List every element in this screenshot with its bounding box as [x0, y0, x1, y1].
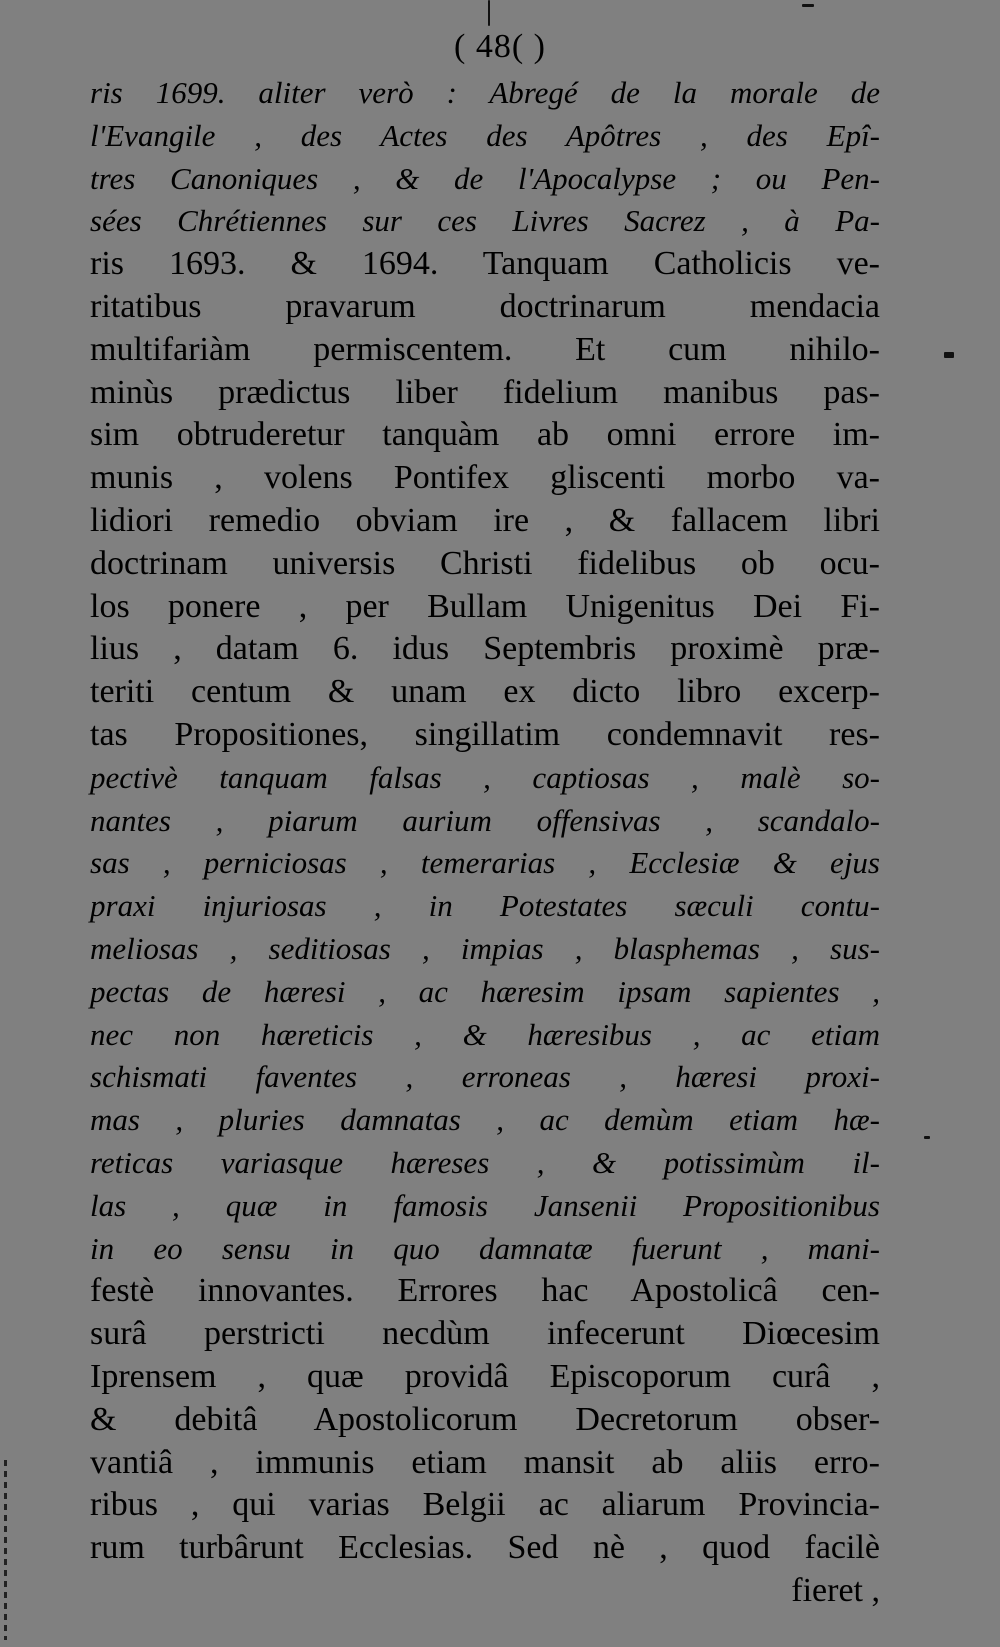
text-line: nantes , piarum aurium offensivas , scandalo-: [90, 802, 880, 838]
text-line: tres Canoniques , & de l'Apocalypse ; ou Pen-: [90, 160, 880, 196]
scan-edge-mark: [4, 1460, 7, 1640]
text-line: teriti centum & unam ex dicto libro excerp-: [90, 673, 880, 711]
text-line: ris 1693. & 1694. Tanquam Catholicis ve-: [90, 245, 880, 283]
text-line: sim obtruderetur tanquàm ab omni errore im-: [90, 416, 880, 454]
text-line: in eo sensu in quo damnatæ fuerunt , mani-: [90, 1230, 880, 1266]
text-line: pectivè tanquam falsas , captiosas , malè so-: [90, 759, 880, 795]
text-line: doctrinam universis Christi fidelibus ob ocu-: [90, 544, 880, 582]
text-line: surâ perstricti necdùm infecerunt Diœcesim: [90, 1315, 880, 1353]
text-line: meliosas , seditiosas , impias , blasphemas , sus-: [90, 930, 880, 966]
text-line: las , quæ in famosis Jansenii Propositionibus: [90, 1187, 880, 1223]
ink-speck: [802, 4, 814, 7]
text-line: mas , pluries damnatas , ac demùm etiam hæ-: [90, 1102, 880, 1138]
text-line: ribus , qui varias Belgii ac aliarum Provincia-: [90, 1486, 880, 1524]
text-line: fieret ,: [791, 1571, 880, 1609]
text-line: ris 1699. aliter verò : Abregé de la morale de: [90, 75, 880, 110]
ink-speck: [488, 0, 490, 26]
text-line: pectas de hæresi , ac hæresim ipsam sapientes ,: [90, 973, 880, 1009]
text-line: vantiâ , immunis etiam mansit ab aliis erro-: [90, 1443, 880, 1481]
text-line: & debitâ Apostolicorum Decretorum obser-: [90, 1400, 880, 1438]
text-line: lius , datam 6. idus Septembris proximè præ-: [90, 630, 880, 668]
text-line: nec non hæreticis , & hæresibus , ac etiam: [90, 1016, 880, 1052]
ink-speck: [944, 352, 954, 358]
text-line: ritatibus pravarum doctrinarum mendacia: [90, 287, 880, 325]
text-line: tas Propositiones, singillatim condemnavit res-: [90, 715, 880, 753]
text-line: festè innovantes. Errores hac Apostolicâ cen-: [90, 1272, 880, 1310]
page-number: ( 48( ): [454, 28, 546, 65]
text-line: Iprensem , quæ providâ Episcoporum curâ ,: [90, 1357, 880, 1395]
text-line: minùs prædictus liber fidelium manibus pas-: [90, 373, 880, 411]
text-line: schismati faventes , erroneas , hæresi proxi-: [90, 1059, 880, 1095]
text-line: rum turbârunt Ecclesias. Sed nè , quod facilè: [90, 1529, 880, 1567]
text-line: l'Evangile , des Actes des Apôtres , des Epî-: [90, 117, 880, 153]
text-line: munis , volens Pontifex gliscenti morbo va-: [90, 459, 880, 497]
ink-speck: [924, 1136, 930, 1139]
body-text: [90, 72, 880, 1613]
text-line: lidiori remedio obviam ire , & fallacem libri: [90, 501, 880, 539]
text-line: multifariàm permiscentem. Et cum nihilo-: [90, 330, 880, 368]
text-line: los ponere , per Bullam Unigenitus Dei Fi-: [90, 587, 880, 625]
text-line: reticas variasque hæreses , & potissimùm il-: [90, 1144, 880, 1180]
text-line: praxi injuriosas , in Potestates sæculi contu-: [90, 888, 880, 924]
text-line: sées Chrétiennes sur ces Livres Sacrez , à Pa-: [90, 203, 880, 239]
text-line: sas , perniciosas , temerarias , Ecclesiæ & ejus: [90, 845, 880, 881]
